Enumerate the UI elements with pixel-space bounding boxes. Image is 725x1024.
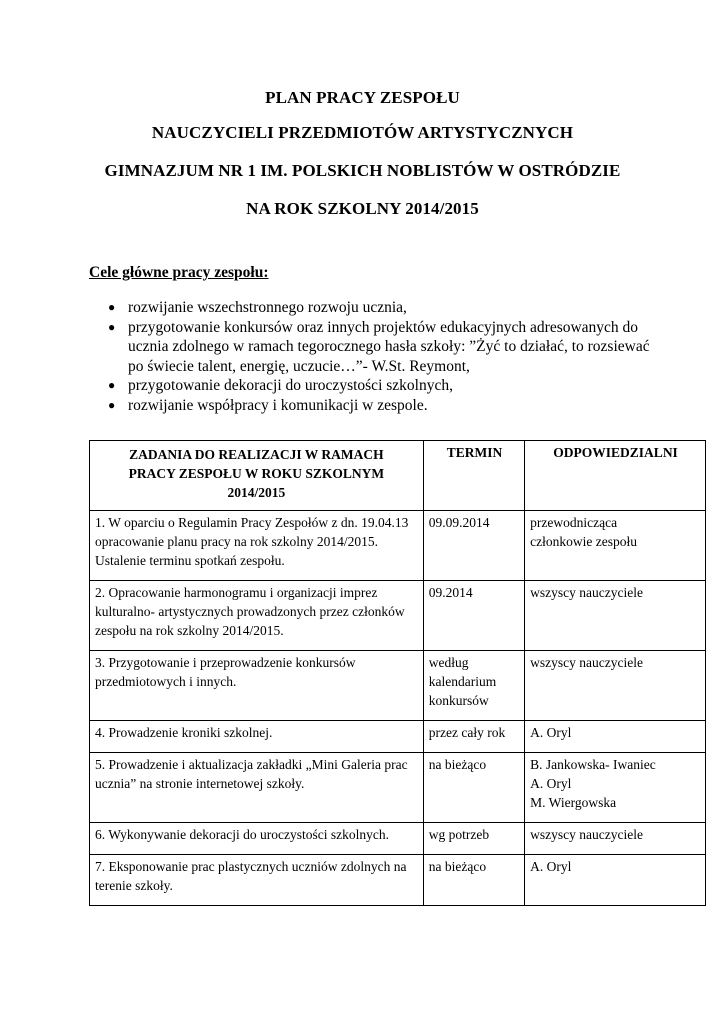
task-cell: 6. Wykonywanie dekoracji do uroczystości szkolnych. <box>90 823 424 855</box>
responsible-cell <box>525 855 706 906</box>
list-item: ● rozwijanie wszechstronnego rozwoju ucznia, <box>108 299 407 316</box>
responsible-person: wszyscy nauczyciele <box>530 655 643 670</box>
list-item: ● rozwijanie współpracy i komunikacji w zespole. <box>108 396 428 414</box>
responsible-person: M. Wiergowska <box>530 795 617 810</box>
goals-list <box>108 298 668 415</box>
responsible-person: A. Oryl <box>530 776 572 791</box>
responsible-person: wszyscy nauczyciele <box>530 585 643 600</box>
task-cell: 1. W oparciu o Regulamin Pracy Zespołów z dn. 19.04.13 opracowanie planu pracy na rok szkolny 2014/2015. Ustalenie terminu spotkań zespołu. <box>90 511 424 581</box>
responsible-cell <box>525 823 706 855</box>
header-responsible: ODPOWIEDZIALNI <box>525 441 706 511</box>
title-line-1: PLAN PRACY ZESPOŁU <box>265 88 460 107</box>
deadline-cell: na bieżąco <box>423 855 524 906</box>
deadline-cell: 09.2014 <box>423 581 524 651</box>
responsible-person: przewodnicząca <box>530 515 618 530</box>
task-cell: 3. Przygotowanie i przeprowadzenie konkursów przedmiotowych i innych. <box>90 651 424 721</box>
table-row <box>90 721 706 753</box>
responsible-cell <box>525 511 706 581</box>
table-row <box>90 581 706 651</box>
task-cell: 2. Opracowanie harmonogramu i organizacji imprez kulturalno- artystycznych prowadzonych przez członków zespołu na rok szkolny 2014/2015. <box>90 581 424 651</box>
responsible-person: B. Jankowska- Iwaniec <box>530 757 656 772</box>
table-row <box>90 823 706 855</box>
table-header-row <box>90 441 706 511</box>
tasks-table <box>89 440 706 906</box>
responsible-person: A. Oryl <box>530 725 572 740</box>
title-line-4: NA ROK SZKOLNY 2014/2015 <box>246 199 479 218</box>
deadline-cell: według kalendarium konkursów <box>423 651 524 721</box>
bullet-icon: ● <box>108 319 116 334</box>
table-row <box>90 651 706 721</box>
table-row <box>90 753 706 823</box>
table-row <box>90 511 706 581</box>
responsible-cell <box>525 721 706 753</box>
bullet-icon: ● <box>108 378 116 392</box>
deadline-cell: 09.09.2014 <box>423 511 524 581</box>
title-line-2: NAUCZYCIELI PRZEDMIOTÓW ARTYSTYCZNYCH <box>151 123 574 142</box>
responsible-person: A. Oryl <box>530 859 572 874</box>
deadline-cell: przez cały rok <box>423 721 524 753</box>
goals-heading: Cele główne pracy zespołu: <box>89 264 269 281</box>
list-item: ● przygotowanie dekoracji do uroczystości szkolnych, <box>108 377 453 394</box>
deadline-cell: wg potrzeb <box>423 823 524 855</box>
task-cell: 7. Eksponowanie prac plastycznych uczniów zdolnych na terenie szkoły. <box>90 855 424 906</box>
title-line-3: GIMNAZJUM NR 1 IM. POLSKICH NOBLISTÓW W OSTRÓDZIE <box>104 161 621 180</box>
task-cell: 4. Prowadzenie kroniki szkolnej. <box>90 721 424 753</box>
task-cell: 5. Prowadzenie i aktualizacja zakładki „Mini Galeria prac ucznia” na stronie internetowej szkoły. <box>90 753 424 823</box>
header-task: ZADANIA DO REALIZACJI W RAMACH PRACY ZESPOŁU W ROKU SZKOLNYM 2014/2015 <box>90 441 424 511</box>
header-deadline: TERMIN <box>423 441 524 511</box>
responsible-person: wszyscy nauczyciele <box>530 827 643 842</box>
responsible-cell <box>525 651 706 721</box>
bullet-icon: ● <box>108 397 116 412</box>
deadline-cell: na bieżąco <box>423 753 524 823</box>
responsible-cell <box>525 581 706 651</box>
responsible-person: członkowie zespołu <box>530 534 637 549</box>
list-item: ● przygotowanie konkursów oraz innych projektów edukacyjnych adresowanych do ucznia zdolnego w ramach tegorocznego hasła szkoły: ”Żyć to działać, to rozsiewać po świecie talent, energię, uczucie…”- W.St. Reymont, <box>108 318 650 375</box>
responsible-cell <box>525 753 706 823</box>
table-row <box>90 855 706 906</box>
bullet-icon: ● <box>108 300 116 314</box>
